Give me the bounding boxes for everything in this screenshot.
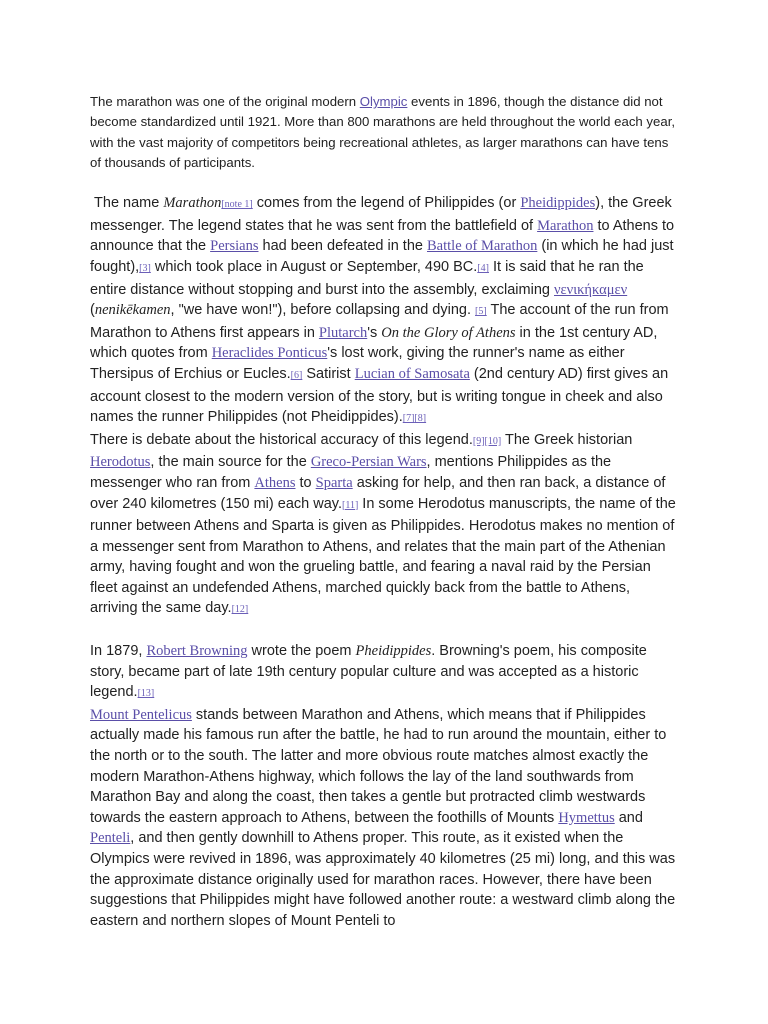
text: and	[614, 809, 643, 826]
intro-paragraph	[90, 92, 680, 173]
text: to Athens to announce that the	[90, 217, 675, 255]
robert-browning-link[interactable]: Robert Browning	[146, 643, 248, 660]
text: events in 1896, though the distance did not become standardized until 1921. More than 800 marathons are held throughout the world each year, with the vast majority of competitors being recreational athletes, as larger marathons can have tens of thousands of participants.	[90, 94, 676, 170]
text: asking for help, and then ran back, a distance of over 240 kilometres (150 mi) each way.	[90, 474, 666, 512]
herodotus-link[interactable]: Herodotus	[90, 454, 151, 471]
text: , "we have won!"), before collapsing and dying.	[170, 302, 476, 319]
text: Satirist	[302, 365, 355, 382]
text: . Browning's poem, his composite story, became part of late 19th century popular culture and was accepted as a historic legend.	[90, 643, 647, 701]
text: In 1879,	[90, 643, 147, 660]
olympic-link[interactable]: Olympic	[359, 94, 408, 109]
text: (in which he had just fought),	[90, 238, 674, 275]
ref-13[interactable]: [13]	[137, 688, 155, 700]
spacer	[90, 621, 680, 641]
text: , the main source for the	[150, 454, 311, 471]
text: , mentions Philippides as the messenger who ran from	[90, 454, 612, 491]
browning-paragraph	[90, 641, 680, 705]
poem-title-italic: Pheidippides	[355, 643, 432, 660]
lucian-link[interactable]: Lucian of Samosata	[354, 365, 470, 382]
plutarch-link[interactable]: Plutarch	[318, 324, 368, 341]
battle-of-marathon-link[interactable]: Battle of Marathon	[427, 238, 538, 255]
heraclides-link[interactable]: Heraclides Ponticus	[211, 345, 328, 362]
penteli-link[interactable]: Penteli	[90, 830, 131, 847]
text: ), the Greek messenger. The legend states that he was sent from the battlefield of	[90, 195, 672, 234]
ref-10[interactable]: [10]	[484, 435, 502, 447]
text: , and then gently downhill to Athens proper. This route, as it existed when the Olympics were revived in 1896, was approximately 40 kilometres (25 mi) long, and this was the approximate distance originally used for marathon races. However, there have been suggestions that Philippides might have followed another route: a westward climb along the eastern and northern slopes of Mount Penteli to	[90, 830, 676, 929]
article-page	[90, 92, 680, 931]
route-paragraph	[90, 705, 680, 932]
greco-persian-wars-link[interactable]: Greco-Persian Wars	[310, 454, 427, 471]
ref-11[interactable]: [11]	[341, 499, 359, 511]
text: which took place in August or September, 490 BC.	[150, 258, 478, 275]
sparta-link[interactable]: Sparta	[315, 474, 353, 491]
text: (	[90, 302, 95, 319]
text: The Greek historian	[501, 431, 633, 448]
text: stands between Marathon and Athens, which means that if Philippides actually made his famous run after the battle, he had to run around the mountain, either to the north or to the south. The latter and more obvious route matches almost exactly the modern Marathon-Athens highway, which follows the lay of the land southwards from Marathon Bay and along the coast, then takes a gentle but protracted climb westwards towards the eastern approach to Athens, between the foothills of Mounts	[90, 706, 667, 826]
persians-link[interactable]: Persians	[210, 238, 259, 255]
text: The account of the run from Marathon to Athens first appears in	[90, 302, 669, 341]
text: It is said that he ran the entire distance without stopping and burst into the assembly, exclaiming	[90, 258, 644, 298]
text: wrote the poem	[247, 643, 356, 660]
ref-5[interactable]: [5]	[475, 306, 487, 318]
pheidippides-link[interactable]: Pheidippides	[520, 195, 596, 212]
text: In some Herodotus manuscripts, the name of the runner between Athens and Sparta is given as Philippides. Herodotus makes no mention of a messenger sent from Marathon to Athens, and relates that the main part of the Athenian army, having fought and won the grueling battle, and fearing a naval raid by the Persian fleet against an undefended Athens, marched quickly back from the battle to Athens, arriving the same day.	[90, 495, 676, 617]
hymettus-link[interactable]: Hymettus	[558, 809, 615, 826]
text: 's	[367, 324, 382, 341]
ref-7[interactable]: [7]	[402, 413, 415, 425]
ref-12[interactable]: [12]	[231, 604, 249, 616]
marathon-link[interactable]: Marathon	[537, 217, 594, 234]
text: (2nd century AD) first gives an account closest to the modern version of the story, but is writing tongue in cheek and also names the runner Philippides (not Pheidippides).	[90, 365, 669, 426]
mount-pentelicus-link[interactable]: Mount Pentelicus	[90, 706, 192, 723]
ref-9[interactable]: [9]	[472, 435, 485, 447]
text: to	[295, 474, 316, 491]
ref-6[interactable]: [6]	[290, 369, 303, 381]
debate-paragraph	[90, 430, 680, 621]
ref-4[interactable]: [4]	[477, 262, 489, 274]
marathon-italic: Marathon	[163, 195, 222, 212]
ref-8[interactable]: [8]	[414, 413, 427, 425]
glory-of-athens-italic: On the Glory of Athens	[381, 324, 516, 341]
greek-word-link[interactable]: νενικήκαμεν	[554, 281, 628, 298]
nenikekamen-italic: nenikēkamen	[94, 302, 171, 319]
text: 's lost work, giving the runner's name as either Thersipus of Erchius or Eucles.	[90, 345, 625, 382]
text: had been defeated in the	[258, 238, 427, 255]
text: The marathon was one of the original modern	[90, 94, 360, 109]
text: comes from the legend of Philippides (or	[252, 195, 521, 212]
text: in the 1st century AD, which quotes from	[90, 324, 658, 362]
legend-paragraph	[90, 193, 680, 430]
text: There is debate about the historical accuracy of this legend.	[90, 431, 473, 448]
note-1-ref[interactable]: [note 1]	[221, 199, 253, 211]
text: The name	[90, 195, 164, 212]
athens-link[interactable]: Athens	[254, 474, 296, 491]
ref-3[interactable]: [3]	[139, 262, 151, 274]
